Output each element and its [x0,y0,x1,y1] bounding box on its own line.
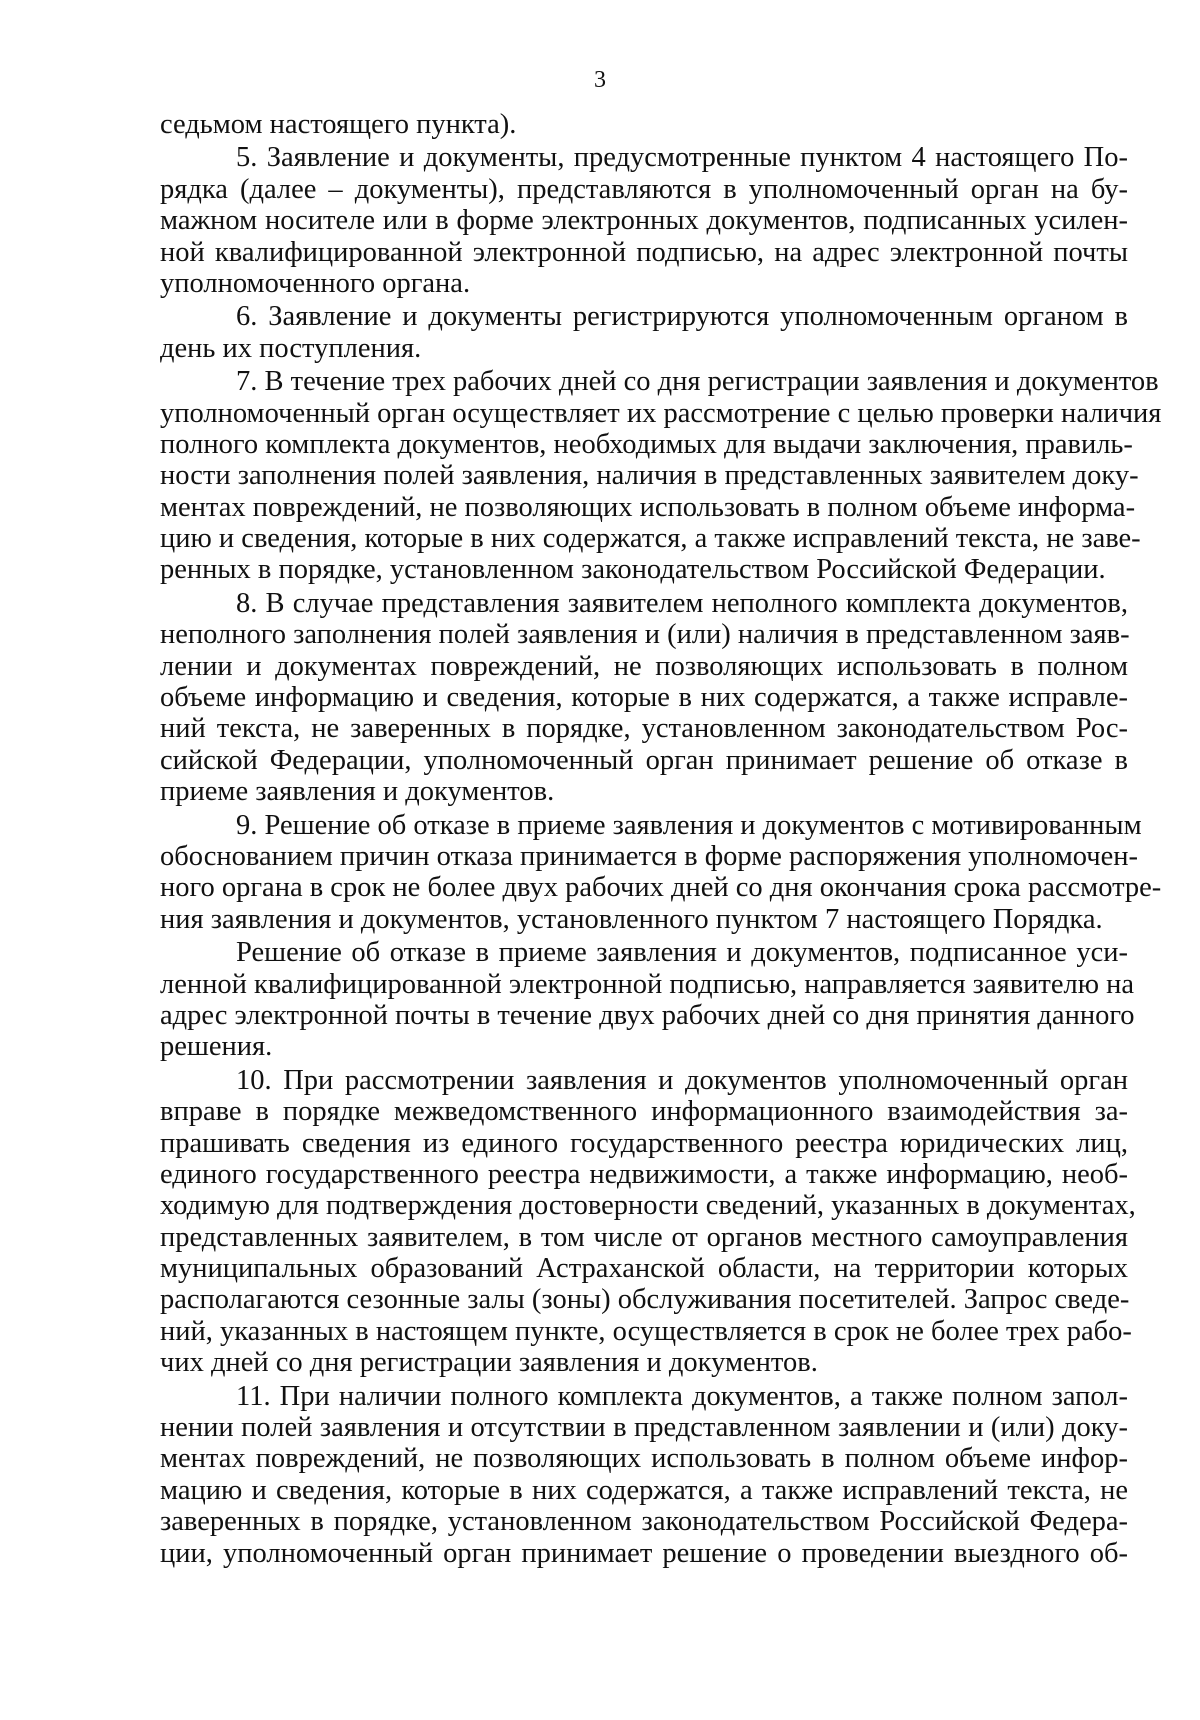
text-line: мажном носителе или в форме электронных документов, подписанных усилен- [160,205,1128,237]
paragraph-item-6 [160,301,1128,364]
text-line: вправе в порядке межведомственного информационного взаимодействия за- [160,1096,1128,1128]
text-line: ного органа в срок не более двух рабочих дней со дня окончания срока рассмотре- [160,872,1162,904]
text-line: ции, уполномоченный орган принимает решение о проведении выездного об- [160,1537,1128,1569]
text-line: ленной квалифицированной электронной подписью, направляется заявителю на [160,968,1135,1000]
text-line: уполномоченный орган осуществляет их рассмотрение с целью проверки наличия [160,397,1162,429]
text-line: ментах повреждений, не позволяющих использовать в полном объеме информа- [160,491,1136,523]
text-line: муниципальных образований Астраханской области, на территории которых [160,1253,1128,1285]
text-line: неполного заполнения полей заявления и (или) наличия в представленном заяв- [160,619,1130,651]
paragraph-item-11 [160,1381,1128,1569]
text-line: объеме информацию и сведения, которые в них содержатся, а также исправле- [160,682,1128,714]
text-line: 6. Заявление и документы регистрируются уполномоченным органом в [236,301,1128,333]
text-line: 10. При рассмотрении заявления и документов уполномоченный орган [236,1064,1128,1096]
paragraph-item-9 [160,809,1162,936]
text-line: ной квалифицированной электронной подписью, на адрес электронной почты [160,236,1128,268]
text-line: рядка (далее – документы), представляются в уполномоченный орган на бу- [160,173,1128,205]
document-body [160,109,1162,1569]
text-line: ний текста, не заверенных в порядке, установленном законодательством Рос- [160,713,1128,745]
text-line: 11. При наличии полного комплекта документов, а также полном запол- [236,1380,1128,1412]
paragraph-continuation [160,109,1128,140]
text-line: нении полей заявления и отсутствии в представленном заявлении и (или) доку- [160,1412,1128,1444]
text-line: ний, указанных в настоящем пункте, осуществляется в срок не более трех рабо- [160,1315,1132,1347]
text-line: обоснованием причин отказа принимается в форме распоряжения уполномочен- [160,840,1139,872]
text-line: седьмом настоящего пункта). [160,109,517,140]
page-number: 3 [594,67,606,93]
text-line: адрес электронной почты в течение двух рабочих дней со дня принятия данного [160,999,1135,1031]
text-line: полного комплекта документов, необходимых для выдачи заключения, правиль- [160,428,1133,460]
text-line: приеме заявления и документов. [160,776,555,808]
text-line: 5. Заявление и документы, предусмотренные пунктом 4 настоящего По- [236,142,1128,174]
paragraph-item-5 [160,142,1128,299]
text-line: ходимую для подтверждения достоверности сведений, указанных в документах, [160,1190,1136,1222]
text-line: цию и сведения, которые в них содержатся, а также исправлений текста, не заве- [160,523,1141,555]
text-line: представленных заявителем, в том числе от органов местного самоуправления [160,1221,1128,1253]
text-line: ности заполнения полей заявления, наличия в представленных заявителем доку- [160,460,1139,492]
paragraph-item-8 [160,588,1128,808]
text-line: чих дней со дня регистрации заявления и документов. [160,1347,818,1379]
text-line: 7. В течение трех рабочих дней со дня регистрации заявления и документов [236,366,1159,398]
text-line: лении и документах повреждений, не позволяющих использовать в полном [160,650,1128,682]
text-line: уполномоченного органа. [160,267,471,299]
text-line: мацию и сведения, которые в них содержатся, а также исправлений текста, не [160,1474,1128,1506]
text-line: прашивать сведения из единого государственного реестра юридических лиц, [160,1127,1128,1159]
text-line: 8. В случае представления заявителем неполного комплекта документов, [236,587,1128,619]
paragraph-item-10 [160,1064,1136,1379]
text-line: располагаются сезонные залы (зоны) обслуживания посетителей. Запрос сведе- [160,1284,1130,1316]
paragraph-item-9-continuation [160,937,1135,1063]
text-line: единого государственного реестра недвижимости, а также информацию, необ- [160,1158,1128,1190]
text-line: ния заявления и документов, установленного пунктом 7 настоящего Порядка. [160,903,1103,935]
text-line: ментах повреждений, не позволяющих использовать в полном объеме инфор- [160,1443,1128,1475]
text-line: решения. [160,1031,273,1063]
text-line: заверенных в порядке, установленном законодательством Российской Федера- [160,1506,1128,1538]
text-line: ренных в порядке, установленном законодательством Российской Федерации. [160,554,1106,586]
paragraph-item-7 [160,366,1162,586]
text-line: Решение об отказе в приеме заявления и документов, подписанное уси- [236,937,1128,969]
text-line: 9. Решение об отказе в приеме заявления и документов с мотивированным [236,809,1142,841]
text-line: день их поступления. [160,332,422,364]
text-line: сийской Федерации, уполномоченный орган принимает решение об отказе в [160,744,1128,776]
